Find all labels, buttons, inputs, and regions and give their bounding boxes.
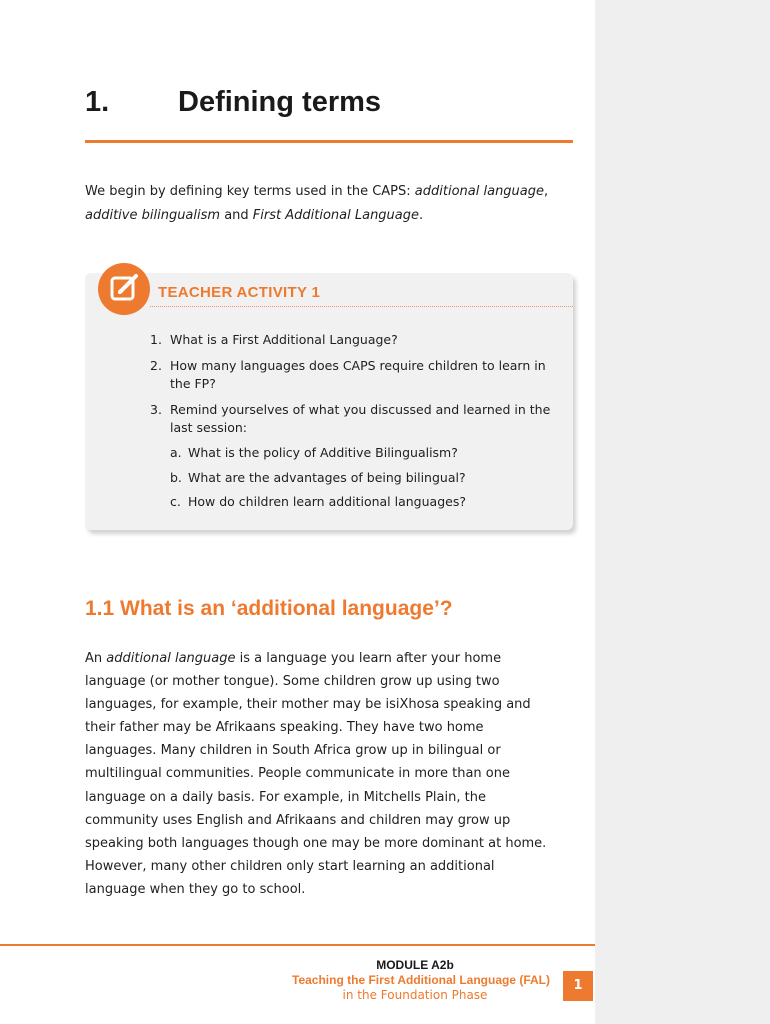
intro-term-additional-language: additional language bbox=[414, 184, 545, 199]
subitem-letter: b. bbox=[170, 470, 182, 485]
footer-subtitle: Teaching the First Additional Language (FAL) bbox=[292, 973, 550, 987]
intro-sep: , bbox=[544, 184, 549, 199]
section-paragraph bbox=[85, 647, 555, 901]
footer-module-label: MODULE A2b bbox=[376, 958, 454, 972]
section-heading: 1.1 What is an ‘additional language’? bbox=[85, 597, 453, 620]
item-number: 3. bbox=[150, 402, 162, 417]
activity-title: TEACHER ACTIVITY 1 bbox=[158, 284, 321, 301]
item-number: 2. bbox=[150, 358, 162, 373]
paragraph-body: is a language you learn after your home language (or mother tongue). Some children grow up using two languages, for example, their mother may be isiXhosa speaking and their father may be Afrikaans speaking. They have two home languages. Many children in South Africa grow up in bilingual or multilingual communities. People communicate in more than one language on a daily basis. For example, in Mitchells Plain, the community uses English and Afrikaans and children may grow up speaking both languages though one may be more dominant at home. However, many other children only start learning an additional language when they go to school. bbox=[85, 651, 547, 897]
item-text: Remind yourselves of what you discussed and learned in the last session: bbox=[170, 402, 551, 435]
footer-divider bbox=[0, 944, 595, 946]
paragraph-lead: An bbox=[85, 651, 107, 666]
subitem-text: How do children learn additional languages? bbox=[188, 494, 466, 509]
section-number: 1. bbox=[85, 86, 110, 118]
title-divider bbox=[85, 140, 573, 143]
subitem-text: What are the advantages of being bilingual? bbox=[188, 470, 466, 485]
intro-paragraph bbox=[85, 180, 565, 228]
item-text: How many languages does CAPS require children to learn in the FP? bbox=[170, 358, 546, 391]
intro-text: We begin by defining key terms used in the CAPS: bbox=[85, 184, 415, 199]
paragraph-term: additional language bbox=[106, 651, 236, 666]
item-text: What is a First Additional Language? bbox=[170, 332, 398, 347]
activity-title-divider bbox=[150, 306, 573, 307]
footer-subtitle-2: in the Foundation Phase bbox=[342, 988, 488, 1002]
subitem-letter: a. bbox=[170, 445, 182, 460]
footer bbox=[200, 958, 550, 1003]
edit-icon bbox=[98, 263, 150, 315]
right-margin-panel bbox=[595, 0, 770, 1024]
intro-term-additive-bilingualism: additive bilingualism bbox=[85, 208, 221, 223]
intro-end: . bbox=[419, 208, 424, 223]
subitem-letter: c. bbox=[170, 494, 181, 509]
item-number: 1. bbox=[150, 332, 162, 347]
intro-sep: and bbox=[220, 208, 253, 223]
subitem-text: What is the policy of Additive Bilingualism? bbox=[188, 445, 458, 460]
section-title: Defining terms bbox=[178, 86, 382, 118]
intro-term-fal: First Additional Language bbox=[252, 208, 420, 223]
page-number: 1 bbox=[563, 971, 593, 1001]
